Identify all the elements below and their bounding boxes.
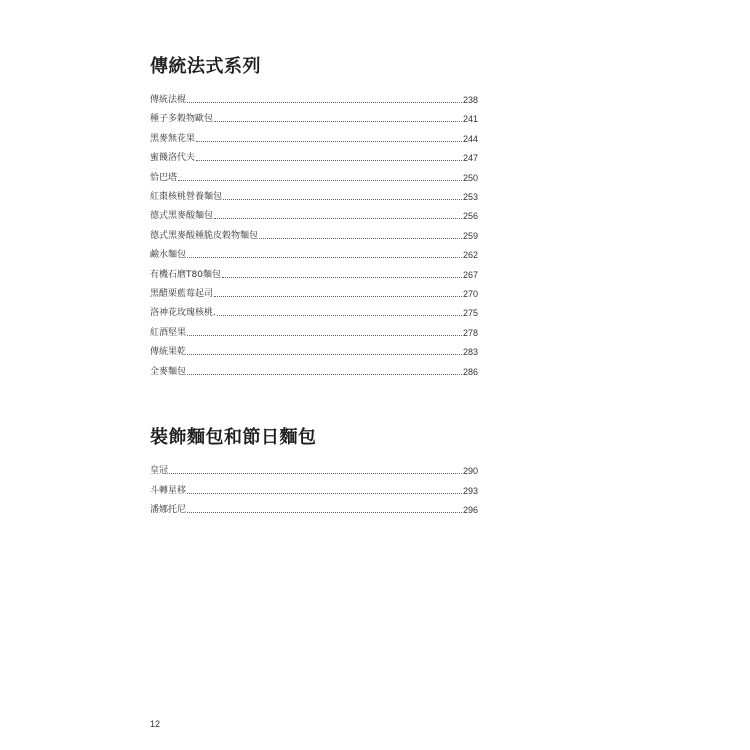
toc-section-traditional-french <box>150 56 478 377</box>
dot-leader <box>187 512 462 513</box>
toc-entry[interactable] <box>150 485 478 497</box>
toc-entry[interactable] <box>150 230 478 242</box>
toc-entry[interactable] <box>150 133 478 145</box>
toc-entry[interactable] <box>150 504 478 516</box>
dot-leader <box>214 296 462 297</box>
toc-section-decorative-festive <box>150 427 478 515</box>
toc-entry[interactable] <box>150 210 478 222</box>
dot-leader <box>214 121 462 122</box>
toc-entry-title: 傳統果乾 <box>150 347 187 358</box>
toc-entry-page: 293 <box>462 485 478 496</box>
dot-leader <box>187 354 462 355</box>
dot-leader <box>217 315 462 316</box>
toc-entry-title: 潘娜托尼 <box>150 505 187 515</box>
toc-entry-page: 253 <box>462 192 478 202</box>
toc-entry-page: 238 <box>462 95 478 105</box>
toc-entry-title: 斗轉星移 <box>150 485 187 496</box>
toc-entry-page: 259 <box>462 230 478 241</box>
toc-entry[interactable] <box>150 152 478 164</box>
dot-leader <box>169 473 462 474</box>
dot-leader <box>222 277 462 278</box>
toc-entry-title: 洛神花玫瑰核桃. <box>150 308 216 319</box>
toc-entry-title: 全麥麵包 <box>150 366 187 377</box>
dot-leader <box>223 199 462 200</box>
toc-entry-title: 皇冠 <box>150 466 169 476</box>
toc-entry[interactable] <box>150 172 478 184</box>
toc-entry-page: 283 <box>462 347 478 358</box>
toc-entry-page: 247 <box>462 153 478 164</box>
toc-entry-title: 種子多穀物歐包 <box>150 114 214 125</box>
toc-entry[interactable] <box>150 113 478 125</box>
toc-entry[interactable] <box>150 288 478 300</box>
toc-entry-title: 黑醋栗藍莓起司 <box>150 289 214 299</box>
toc-entry[interactable] <box>150 465 478 477</box>
toc-entry-page: 296 <box>462 505 478 515</box>
toc-entry-title: 恰巴塔 <box>150 172 178 183</box>
toc-entry[interactable] <box>150 191 478 203</box>
dot-leader <box>196 160 462 161</box>
toc-entry-title: 蜜餞洛代夫 <box>150 153 196 164</box>
toc-entry[interactable] <box>150 346 478 358</box>
toc-entry-page: 267 <box>462 269 478 280</box>
toc-entry[interactable] <box>150 249 478 261</box>
toc-entry-page: 278 <box>462 327 478 338</box>
dot-leader <box>259 238 462 239</box>
toc-entry-page: 250 <box>462 172 478 183</box>
dot-leader <box>196 141 462 142</box>
toc-entry-title: 有機石磨T80麵包 <box>150 269 221 280</box>
toc-entry-title: 鹼水麵包 <box>150 250 187 261</box>
toc-entry-title: 紅棗核桃營養麵包 <box>150 192 223 202</box>
toc-entry[interactable] <box>150 94 478 106</box>
toc-entry-page: 256 <box>462 211 478 222</box>
toc-entry-page: 270 <box>462 289 478 299</box>
dot-leader <box>214 218 462 219</box>
dot-leader <box>187 374 462 375</box>
toc-entry[interactable] <box>150 307 478 319</box>
toc-entry[interactable] <box>150 366 478 378</box>
toc-entry-title: 紅酒堅果 <box>150 327 187 338</box>
toc-entry-page: 244 <box>462 133 478 144</box>
toc-entry-page: 275 <box>462 308 478 319</box>
dot-leader <box>178 180 462 181</box>
toc-entry-title: 傳統法棍 <box>150 95 187 105</box>
toc-entry-page: 241 <box>462 114 478 125</box>
toc-entry[interactable] <box>150 269 478 281</box>
toc-entry-title: 黑麥無花果 <box>150 133 196 144</box>
section-title: 裝飾麵包和節日麵包 <box>150 427 317 448</box>
page-number: 12 <box>150 719 161 729</box>
toc-entry-page: 290 <box>462 466 478 476</box>
section-title: 傳統法式系列 <box>150 56 261 77</box>
toc-entry-title: 德式黑麥酸種脆皮穀物麵包 <box>150 230 259 241</box>
dot-leader <box>187 102 462 103</box>
toc-entry-page: 262 <box>462 250 478 261</box>
toc-entry[interactable] <box>150 327 478 339</box>
toc-entry-title: 德式黑麥酸麵包 <box>150 211 214 222</box>
toc-entry-page: 286 <box>462 366 478 377</box>
dot-leader <box>187 257 462 258</box>
dot-leader <box>187 493 462 494</box>
dot-leader <box>187 335 462 336</box>
